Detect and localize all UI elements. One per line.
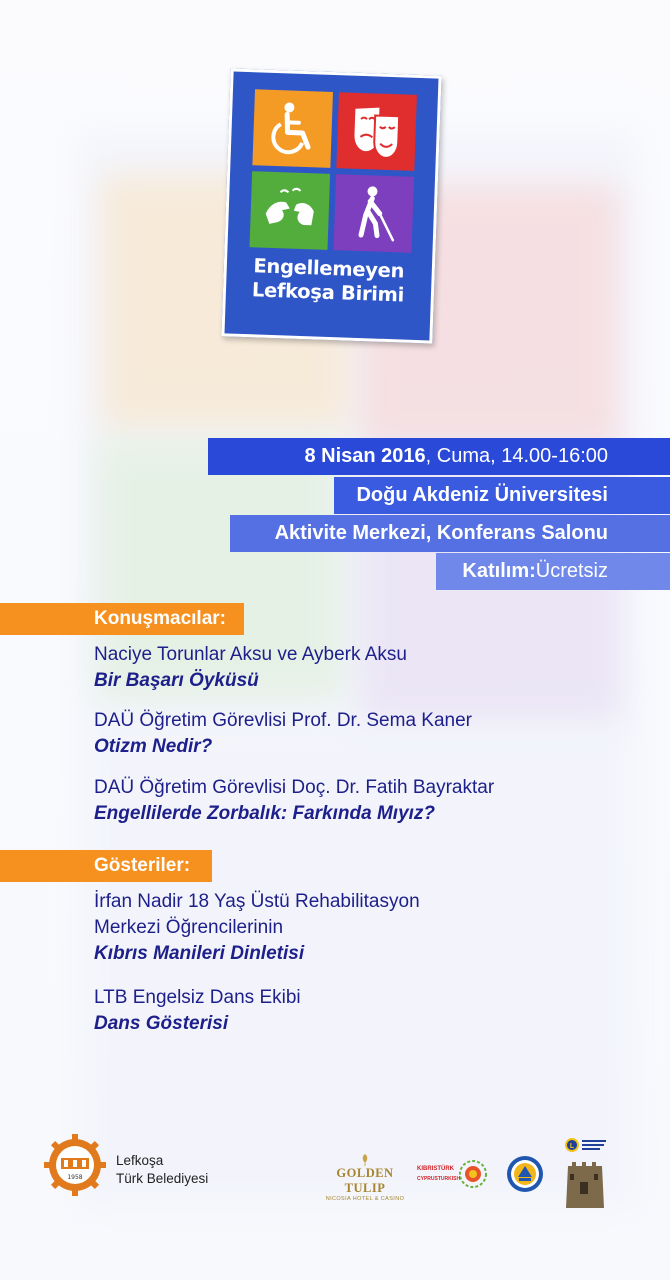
golden-tulip-subtitle: NICOSIA HOTEL & CASINO xyxy=(325,1196,405,1202)
event-date: 8 Nisan 2016 xyxy=(304,445,426,467)
logo-title-line1: Engellemeyen xyxy=(253,254,405,283)
event-time: , Cuma, 14.00-16:00 xyxy=(425,445,608,467)
hall-bar xyxy=(230,515,670,552)
golden-tulip-logo xyxy=(322,1152,408,1202)
municipality-name xyxy=(116,1152,208,1188)
venue-bar xyxy=(334,477,670,514)
show-performer: LTB Engelsiz Dans Ekibi xyxy=(94,987,301,1008)
speaker-name: DAÜ Öğretim Görevlisi Doç. Dr. Fatih Bayraktar xyxy=(94,777,495,798)
participation-bar xyxy=(436,553,670,590)
tulip-icon xyxy=(358,1152,372,1166)
engellemeyen-lefkosa-logo xyxy=(221,68,441,343)
show-title: Kıbrıs Manileri Dinletisi xyxy=(94,943,305,964)
show-item xyxy=(94,985,301,1037)
date-bar xyxy=(208,438,670,475)
university-emblem xyxy=(505,1154,545,1194)
speakers-heading: Konuşmacılar: xyxy=(0,603,244,635)
event-hall: Aktivite Merkezi, Konferans Salonu xyxy=(274,522,608,544)
logo-title-line2: Lefkoşa Birimi xyxy=(251,278,405,307)
event-venue: Doğu Akdeniz Üniversitesi xyxy=(356,484,608,506)
show-item xyxy=(94,889,420,967)
cyprus-turkish-logo xyxy=(415,1150,490,1194)
speaker-topic: Bir Başarı Öyküsü xyxy=(94,670,259,691)
logo-title xyxy=(234,254,424,309)
golden-tulip-name: GOLDEN TULIP xyxy=(336,1166,394,1195)
lefkosa-municipality-emblem xyxy=(44,1134,106,1196)
speaker-item xyxy=(94,642,407,694)
theatre-masks-icon xyxy=(336,92,417,171)
sponsor2-bottom: CYPRUSTURKISH xyxy=(417,1176,461,1182)
speaker-topic: Engellilerde Zorbalık: Farkında Mıyız? xyxy=(94,803,436,824)
sign-language-icon xyxy=(250,171,331,250)
show-performer-line2: Merkezi Öğrencilerinin xyxy=(94,917,284,938)
municipality-name-line2: Türk Belediyesi xyxy=(116,1171,209,1186)
svg-text:L: L xyxy=(569,1143,575,1150)
lions-club-logo xyxy=(562,1136,608,1208)
wheelchair-icon xyxy=(252,89,333,168)
speaker-name: Naciye Torunlar Aksu ve Ayberk Aksu xyxy=(94,644,407,665)
municipality-name-line1: Lefkoşa xyxy=(116,1153,164,1168)
shows-heading: Gösteriler: xyxy=(0,850,212,882)
participation-value: Ücretsiz xyxy=(535,560,608,582)
sponsor2-top: KIBRISTÜRK xyxy=(417,1166,454,1172)
speaker-item xyxy=(94,775,494,827)
blind-person-icon xyxy=(333,174,414,253)
show-performer-line1: İrfan Nadir 18 Yaş Üstü Rehabilitasyon xyxy=(94,891,420,912)
participation-label: Katılım: xyxy=(462,560,536,582)
municipality-year: 1958 xyxy=(67,1174,83,1181)
speaker-name: DAÜ Öğretim Görevlisi Prof. Dr. Sema Kaner xyxy=(94,710,472,731)
speaker-topic: Otizm Nedir? xyxy=(94,736,213,757)
show-title: Dans Gösterisi xyxy=(94,1013,229,1034)
speaker-item xyxy=(94,708,472,760)
